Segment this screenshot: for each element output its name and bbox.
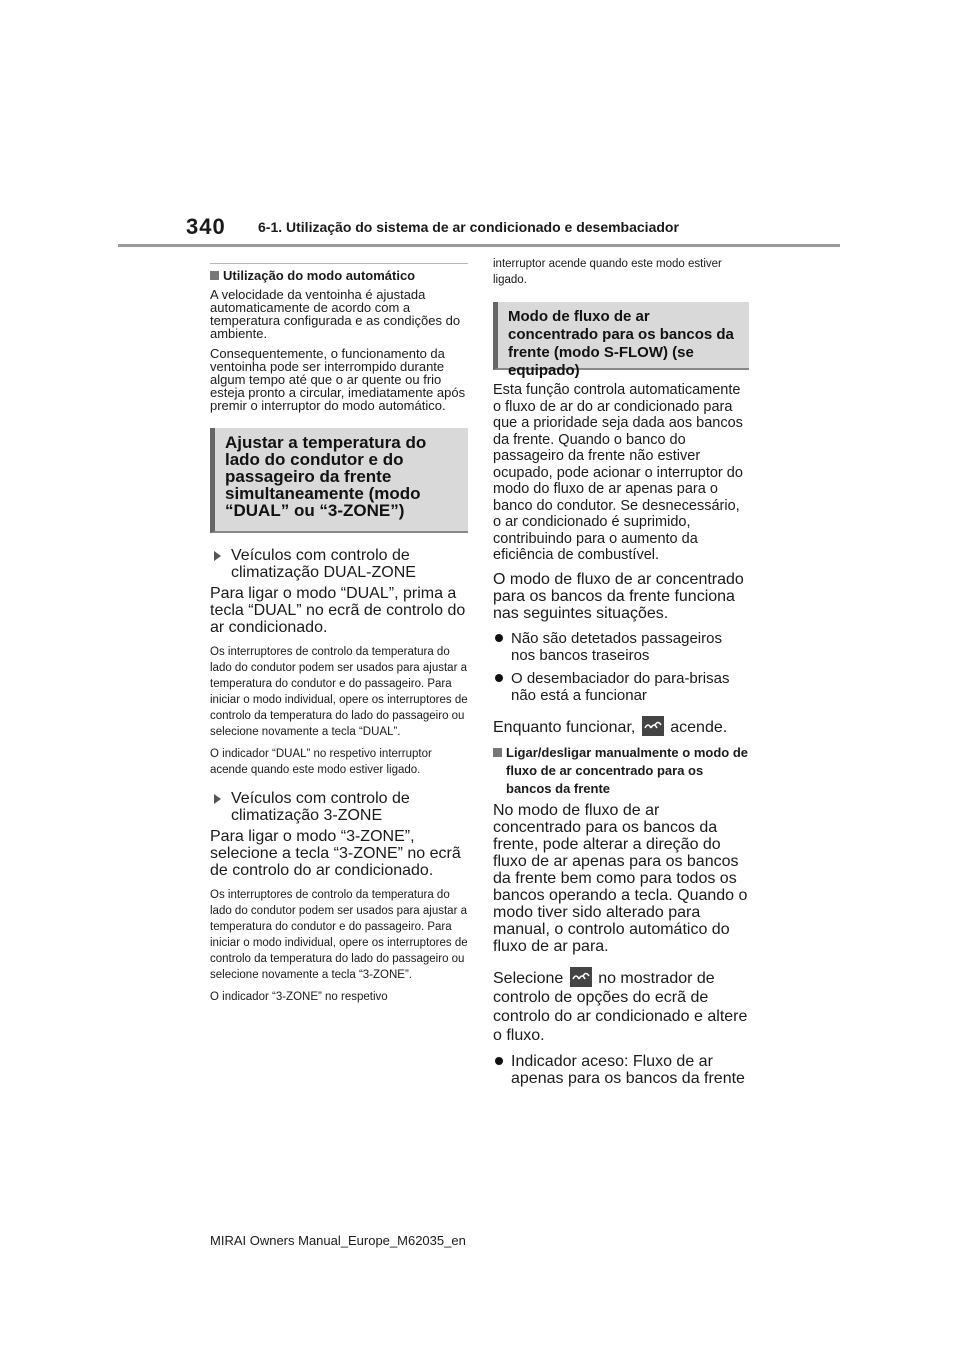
three-zone-item-text: Veículos com controlo de climatização 3-ZONE xyxy=(231,790,410,824)
while-operating-text-end: acende. xyxy=(670,718,728,736)
manual-toggle-heading-text: Ligar/desligar manualmente o modo de fluxo de ar concentrado para os bancos da frente xyxy=(506,744,748,796)
column-top-rule xyxy=(210,263,468,264)
three-zone-paragraph-3: O indicador “3-ZONE” no respetivo xyxy=(210,991,388,1003)
page-number: 340 xyxy=(186,214,226,239)
left-column xyxy=(210,268,468,1011)
dot-bullet-icon xyxy=(495,1057,503,1065)
section-title: 6-1. Utilização do sistema de ar condicionado e desembaciador xyxy=(258,219,679,235)
triangle-bullet-icon xyxy=(214,551,221,561)
manual-toggle-paragraph: No modo de fluxo de ar concentrado para os bancos da frente, pode alterar a direção do fluxo de ar apenas para os bancos da frente bem como para todos os bancos operando a tecla. Quando o modo tiver sido alterado para manual, o controlo automático do fluxo de ar para. xyxy=(493,801,748,955)
s-flow-paragraph-1: Esta função controla automaticamente o fluxo de ar do ar condicionado para que a prioridade seja dada aos bancos da frente. Quando o banco do passageiro da frente não estiver ocupado, pode acionar o interruptor do modo do fluxo de ar apenas para o banco do condutor. Se desnecessário, o ar condicionado é suprimido, contribuindo para o aumento da eficiência de combustível. xyxy=(493,382,743,563)
dual-mode-section-box: Ajustar a temperatura do lado do condutor e do passageiro da frente simultaneamente (modo “DUAL” ou “3-ZONE”) xyxy=(210,428,468,533)
dual-paragraph-2: Os interruptores de controlo da temperatura do lado do condutor podem ser usados para ajustar a temperatura do condutor e do passageiro. Para iniciar o modo individual, opere os interruptores de controlo da temperatura do lado do passageiro ou selecione novamente a tecla “DUAL”. xyxy=(210,646,468,738)
s-flow-paragraph-2: O modo de fluxo de ar concentrado para os bancos da frente funciona nas seguintes situações. xyxy=(493,570,744,622)
s-flow-section-box: Modo de fluxo de ar concentrado para os bancos da frente (modo S-FLOW) (se equipado) xyxy=(493,302,749,370)
square-bullet-icon xyxy=(493,748,502,757)
continued-paragraph: interruptor acende quando este modo estiver ligado. xyxy=(493,258,722,286)
condition-item-2-text: O desembaciador do para-brisas não está a funcionar xyxy=(511,669,730,704)
condition-item-1 xyxy=(493,630,749,664)
right-column xyxy=(493,256,749,1093)
header-rule xyxy=(118,244,840,247)
dot-bullet-icon xyxy=(495,674,503,682)
dot-bullet-icon xyxy=(495,634,503,642)
manual-toggle-heading xyxy=(493,744,749,798)
three-zone-paragraph-2: Os interruptores de controlo da temperatura do lado do condutor podem ser usados para ajustar a temperatura do condutor e do passageiro. Para iniciar o modo individual, opere os interruptores de controlo da temperatura do lado do passageiro ou selecione novamente a tecla “3-ZONE”. xyxy=(210,889,468,981)
square-bullet-icon xyxy=(210,271,219,280)
select-text-end: no mostrador de controlo de opções do ecrã de controlo do ar condicionado e altere o fluxo. xyxy=(493,969,748,1044)
auto-mode-paragraph-2: Consequentemente, o funcionamento da ventoinha pode ser interrompido durante algum tempo até que o ar quente ou frio esteja pronto a circular, imediatamente após premir o interruptor do modo automático. xyxy=(210,346,466,413)
indicator-on-item xyxy=(493,1053,749,1087)
select-paragraph xyxy=(493,967,749,1045)
dual-zone-item xyxy=(210,547,468,581)
seat-airflow-icon xyxy=(642,716,664,736)
auto-mode-heading-text: Utilização do modo automático xyxy=(223,268,416,283)
auto-mode-heading xyxy=(210,268,468,283)
dual-paragraph-3: O indicador “DUAL” no respetivo interruptor acende quando este modo estiver ligado. xyxy=(210,748,432,776)
indicator-on-item-text: Indicador aceso: Fluxo de ar apenas para os bancos da frente xyxy=(511,1052,745,1087)
three-zone-item xyxy=(210,790,468,824)
condition-item-1-text: Não são detetados passageiros nos bancos traseiros xyxy=(511,629,722,664)
condition-item-2 xyxy=(493,670,749,704)
dual-zone-item-text: Veículos com controlo de climatização DUAL-ZONE xyxy=(231,547,416,581)
while-operating-text-start: Enquanto funcionar, xyxy=(493,718,636,736)
three-zone-paragraph-1: Para ligar o modo “3-ZONE”, selecione a tecla “3-ZONE” no ecrã de controlo do ar condicionado. xyxy=(210,828,461,879)
seat-airflow-icon xyxy=(570,967,592,987)
footer-text: MIRAI Owners Manual_Europe_M62035_en xyxy=(210,1233,466,1248)
triangle-bullet-icon xyxy=(214,794,221,804)
select-text-start: Selecione xyxy=(493,969,564,987)
while-operating-paragraph xyxy=(493,716,749,736)
auto-mode-paragraph-1: A velocidade da ventoinha é ajustada automaticamente de acordo com a temperatura configurada e as condições do ambiente. xyxy=(210,287,461,341)
dual-paragraph-1: Para ligar o modo “DUAL”, prima a tecla “DUAL” no ecrã de controlo do ar condicionado. xyxy=(210,585,466,636)
